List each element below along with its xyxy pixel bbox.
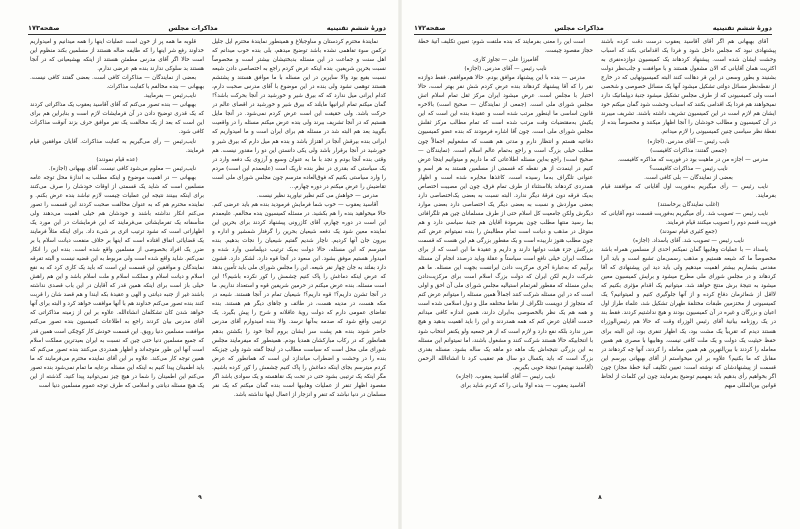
paragraph: آقاسید یعقوب — خوب شما فرمایش فرمودید بنده هم باید عرضی کنم. حالا میخواهید بنده را هم بکشید. در مسئله کمیسیون بنده مخالفم. علیعمدم این است در دوره چهارم، آقای کازرونی پیشنهاد کردند برای بحرین این نماینده معین شود یک دفعه شیعیان بحرین را گرفتار شمشیر و اداره و بیرون جان آنها کردیم. ناچار شدیم گفتیم شیعیان را نجات بدهیم. بنده میترسم که این مسئله، حالا دولت به‌یک ترتیب دیپلماسی وارد شده و امیدوار هستیم موفق بشود. ابن سعود در آنجا قوه دارد. لشکر دارد. قشون دارد بفلتد به جان چهار نفر شیعه. این را مجلس شورای ملی باید تأمین بدهد که عرض اینکه دماغش را پاک کنیم چشمش را کور نکرده باشیم؟! این است مسئله. بنده عرض میکنم در حرمین شریفین قوه و استعداد نداریم. ما در آنجا تشرن داریم؟! قوه داریم؟! شیعیان تمام در آنجا هستند. شیعه در مکه هست، در مدینه هست، در طائف و جاهای دیگر هم هستند. بنده تقاضای عمومی دارم که دولت رویهٔ عاقلانه و شرح را پیش بگیرد. یک ترتیبی واقع شود که صدمه به‌آنها نرسد. والا بنده امیدوارم آقای مدرس حاضر شوند بنده هم پشت سر ایشان بروم آنجا خود را بکشتن بدهم همانطور که در رکاب مبارکشان همدیا بودم. همینطور که میفرمایند مجلس شورای ملی محل است که سیاست مطالب در اینجا گفته شود ولی چیزیکه بنده را در وحشت و اضطراب میاندازد این است که همانطور که عرض کردم میترسم بجای اینکه دماغش را پاک کنیم چشمش را کور کرده باشیم. مگر اینکه یک ترتیبی بشود حتی در تحت یک نقاهسته و یک سوادی باشد اگر مقصود اظهار تنفر از عملیات وهابیها است بنده گمان میکنم که یک نفر مسلمان در دنیا نباشد که تنفر و انزجار از اعمال اینها نداشته باشد.	[212, 201, 386, 398]
centered-note: نایب رئیس — آقای مدرس. (اجازه)	[647, 138, 730, 145]
right-page-header	[414, 18, 772, 35]
paragraph: نایب‌رئیس — بفرمایید.	[143, 93, 196, 100]
paragraph: نمایندهٔ محترم کردستان و ساوجبلاغ و همینطور نمایندهٔ محترم ایل جلیل ترکمن سوء تفاهمی نشده باشد توضیح میدهم، بلی بنده خوب میدانم که اهل سنت و جماعت در این مسئله بدبختیشان بیشتر است و مخصوصاً نسبت بحرین شریفین. بنده اینکه عرض کردم راجع به اختصاصی دادن شیعه نسبت بقیع بود والا سایرین در این مسئله با ما موافق هستند و پشتشم هستند توهمی نشود ولی بنده در این موضوع با آقای مدرس صحبت دارم، کدام ایرانی میل ندارد که که بیرق شیر و خورشید در آنجا بحرکت باشد؟! گمان میکنم تمام ایرانیها مایلند که بیرق شیر و خورشید در اقصای عالم در حرکت باشد. ولی حقیقت این است عرض کردم نمی‌شود. در آنجا مایل هستیم که در آنجا تشریف ببرند ولی بنده عرض میکنم مسئله را در واقعیت بگویید بعد هم البته شد در مسئله هم برای ایران است و ما امیدواریم که ایرانی بنده بیرقش آنجا در اهتزاز باشد و بنده هم میل دارم که بیرق شیر و خورشید در آنجا برقرار باشد ولی یکی دانستن این دو را مقدور نیست. هم وقتی بنده آنجا بودم و نجد با ما به عنوان وسیع و آرزوی یک دفعه وارد در یک سیاستی که بقدری در نظر بنده تاریک است (علیعمدم این است) مردم را وارد سیاستی بکنیم که فوق‌العاده مترسم چون مجلس شورای ملی است تقاضیش را عرض میکنم در دوره چهارم...	[212, 39, 386, 190]
header-title: مذاکرات مجلس	[554, 24, 604, 32]
header-session: دورهٔ ششم تقنینیه	[712, 24, 772, 32]
paragraph: یاسداد — با عملیات وهابیها گمان نمیکنم احدی از مسلمین همراه باشد مخصوصاً ما که شیعه هستیم و مذهب رسمی‌مان تشیع است و باید آنرا مقدس بشماریم بیشتر اهمیت میدهیم ولی باید دید این پیشنهادی که آقا کردهاند و در مجلس شورای ملی مطرح میشود و برایش کمیسیون معین میشود به نتیجهٔ برش منتج خواهد شد. میتوانیم یک اقدام مؤثری بکنیم که لااقل از شعائرمان دفاع کرده و از آنها جلوگیری کنیم و لمیتوانیم؟ یک کمیسیونی از مختزمین طبقات مختلفهٔ طهران تشکیل شد، علماء طراز اول اعیان و بزرگان و غیره در آن کمیسیون بودند و هیچ نداشتیم کردند. فقط بند در یک روزنامه بیانیهٔ آقای رئیس الوزراء وقت که حالا هم رئیس‌الوزراء هستند دیدم که تقریباً یک مشت بود، یک اظهار تنفری بود، این البته برای حفظ حیثیت یک دولت و یک ملت کافی نیست. وهابیها با مصری هم همین معامله را کردند با بین‌النهرین هم همین معامله را کردند، آنها چه کردهاند در مقابل که ما بکنیم؟ علاوه بر این میخواستم از آقای بهبهانی بپرسم این قسمت از پیشنهادشان که نوشته است: تعیین تکلیف آتیهٔ خطهٔ مجاز) چون اگر بخواهیم رأی بدهیم باید بفهمیم توضیح بفرمایند چون این کلمات از لحاظ قوانین بین‌المللی مبهم	[601, 247, 776, 389]
paragraph: بهبهانی — در اهمیت موضوع و اینکه مطلب به اندازهٔ محل توجه عامه مسلمین است که شاید یک قسمتی از اوقات خودشان را صرف می‌کنند برای اینکه ببینند نتیجه این عملیات چیست لازم نباشد بنده عرض بکنم. و نماینده محترم هم که به عنوان مخالفت صحبت کردند این قسمت را تصور می‌کنم انکار نداشته باشند و خودشان هم خیلی اهمیت می‌دهند ولی متأسفانه یک تفرمایشاتی می‌فرمایند که این فرمایشات در این مورد یک اظهاراتی است که نشود ترتیب اثری بر شیء داد. برای اینکه مثلاً فرمایند یک قضایائی اتفاق افتاده است که اینها بر خلاف منفعت دیانت اسلام یا بر ضرر یک افراد بخصوصی از مسلمین واقع شده است. بنده این را انکار نمی‌کنم. شاید واقع شده است ولی مربوط به این قضیه نیست و البته تفرقه نمایندگان و موافقین این قسمت این است که باید یک کاری کرد که به نفع اسلام و دیانت اسلام و مملکت اسلام و ملت اسلام باشد و این هم راهش خیلی باز است برای اینکه همین قدر که آقایان در این باب قصدی نداشته باشند غیر از جنبه دیانتی و الهی و عقیدهٔ بکه ایندا و هم قصد شان را قربت کنند بنده تصور می‌کنم خداوند هم با آنها موافقت خواهد کرد و البته برای آنها خواهد شدن کان تشکلفان انشاء‌الله. علاوه بر این از زمینه مذاکراتی که آقای مدرس بیان کردند راجع به اطلاعات کمیسیون بنده تصور می‌کنم موافقت مسلمین دنیا رویق. این قسمت خودش کار کوچکی است همین قدر که جمیع مسلمین دنیا حتی چین که نسبت به ایران بعیدترین مملکت اسلام است آنها این طور متوجه‌اند و اظهار همدردی می‌کنند بنده تصور می‌کنم که همین توجه کار می‌کند. علاوه بر این آقای نماینده محترم می‌فرمایند که ما باید اطمینان پیدا کنیم به اینکه این مسئله برعایه ما تمام نمی‌شود بنده تصور می‌کنم این اطمینان را شما در هیچ چیز نمی‌توانید پیدا کنید. گذشته از این یک هیچ مسئله دیانتی و اسلامی که طرف توجه عموم مسلمین دنیا است	[30, 174, 204, 389]
left-page-column-right	[212, 38, 386, 471]
centered-note: (اغلب نمایندگان برخاستند)	[657, 201, 720, 208]
paragraph: نایب رئیس — تصویب شد. رأی میگیریم به‌فوریت قسمت دوم آقایانی که فوریت قسم دوم را تصویب میکنند قیام فرمایند.	[601, 210, 776, 226]
header-page-label: صفحه‌۱۷۳	[28, 24, 60, 32]
paragraph: بهبهانی — بنده تصور می‌کنم که آقای آقاسید یعقوب یک مذاکراتی کردند که یک قدری توضیح دادن در آن فرمایشات لازم است و بنابراین هم برای این است که بعد از یک مخالفت یک نفر موافق حرف بزند آنوقت مذاکرات کافی شود.	[30, 102, 204, 136]
paragraph: آقاسید یعقوب — بنده اولا بیانی را که کردم شاید برای	[460, 382, 585, 389]
paragraph: قلوبه ما همه پر از خون است عملیات اینها را همه میدانیم و امیدواریم خداوند رفع شر اینها را که طایفه ضاله هستند از مسلمین بکند منظوم این است حالا اگر آقای مدرس مطمئن هستند از اینکه بهشیعیانی که در آنجا هستند بد سلوکی ندارند بنده هم عرضی ندارم.	[30, 39, 204, 73]
paragraph: آقای بهبهانی هم اگر آقای آقاسید یعقوب درست دقت کرده باشند پیشنهادی نبود که مجلس داخل شود و فردا یک اقداماتی بکند که اسباب وحشت ایشان شده است. پیشنهاد کردهاند یک کمیسیون دوازده‌نفری به اکثریت همان آقایانی که الان مشغول هستند و با موافقت و جلب‌نظر دولت بشنیند و بطور وسعی در این قر دهالت کنند البته کمیسیونهایی که در خارج از نقطه‌نظر مسائل دولتی تشکیل میشود آنها یک مسائل خصوصی و شخصی است ولی کمیسیونی که از طرف مجلس تشکیل میشود جنبهٔ دیپلماتیک دارد نمیخواهند هم فردا یک اقدامی بکنند که اسباب وحشت شود گمان میکنم خود ایشان هم لازم است در این کمیسیون تشریف داشته باشند. تشریف میبرند در آن کمیسیون و مطالب خودشان را آنجا اظهار میکنند و مخصوصاً بنده از نقطهٔ نظر سیاسی چنین کمیسیونی را لازم میدانم.	[601, 39, 776, 136]
paragraph: نایب رئیس — رأی میگیریم به‌فوریت اول آقایانی که موافقند قیام بفرمایند.	[601, 183, 776, 199]
left-page-columns	[30, 38, 386, 471]
left-page-header	[28, 18, 386, 35]
centered-note: (جمعی گفتند: مذاکرات کافیست)	[650, 147, 727, 154]
right-page-columns	[418, 38, 776, 471]
left-page-number: ۹	[198, 494, 202, 501]
right-page-column-right	[601, 38, 776, 471]
centered-note: نایب رئیس — آقای آقاسید یعقوب. (اجازه)	[456, 373, 555, 380]
paragraph: مدرس — بنده با این پیشنهاد موافق بودم. حالا هم‌موافقم. فقط دوازده نفر را که آقا پیشنهاد کردهاند بنده عرض کردم شش نفر بهتر است، حالا اختیار با مجلس است. عرض میشود ایران مرکز ثقل تمام اسلام اتش مجلس شورای ملی است. (جمعی از نمایندگان — صحیح است) بالاخره قانون اساسی ما اینطور مرتب شده است و عقیدهٔ بنده این است که این یکیش به‌مقتضیات وقت مرتب شده است که تمام مطالب مرکز ثقلش مجلس شورای ملی است. چون آقا اشاره فرمودند که بنده عضو کمیسیون دفاعیه هستم و انتظار دارم و مدتی هم هست که مشغولیم اجمالاً چون مطلب خیلی بزرگ است و راجع به‌تمام عالم اسلام است. (نمایندگان — صحیح است) راجع به‌این مسئله اطلاعاتی که ما داریم و میتوانیم اینجا عرض کنیم در اینمدت از هر نقطه که قسمتی از مسلمین هستند به هر اسم و عنوانی تلگراف به‌ما رسیده است، کاغذها مخابره شده است و اظهار همدردی کردهاند بلااستثناء از طرف تمام فرق، چون این مصیبت اختصاص به‌یک فرقه دون فرقهٔ دیگر ندارد. البته نسبت به بعضی یک‌اختصاصی دارد بعضی مواردش و نسبت به بعضی دیگر یک اختصاصی دارد بعضی موارد دیگرش ولکن جامعیت کل اسلام حتی از طرف مسلمانان چین هم تلگرافاتی بما رسید منتها مطلب چون بفرمودهٔ آقایان هم جنبهٔ سیاسی دارد و هم متوغل در مذهب و دیانت است تمام مطالبش را بنده نمیتوانم عرض کنم چون مطلب هنوز ناربیده است و یک مقطور بزرگی هم این هست که قسمت بزرگتش جزء هیئت دولتها دارند و داریم و عقیدهٔ ما این است که از برای مملکت ایران خیلی نافع است سیاستاً و عقلهٔ وباید درصدد انجام آن مسئله برآییم که به‌عبارهٔ آخری مرکزیت دادن ایرانست بجهت این مسئله. ما هم شرکت داریم لکن ایران که دولت بزرگ اسلام است برای مرکزیت‌دادن به‌این مسئله که مقطور لفرتمام استیالیه مجلس شورای ملی آن احق و اولی است که در این مسئله شرکت کنند اجمالاً همین مسئله را میتوانم عرض کنم که متجاوز از دویست تلگراف از نقاط مختلفه ملل و دول اسلامی شده است و همه هم یک نظر بالخصوصی به‌ایران دارند، همین اندازه کافی میدانم خدمت آقایان عرض کنم که همه همدردند و این را باید اهمیت بدهید و هیچ ضرر ندارد بلکه نفع دارد و لازم است که از هر جمعیه ولو یکنفر انتخاب شود با انتخابیکه حالا هستند شرکت کنند و مشغول باشند، اما نمیتوانم این مسئله به این بزرگی نتیجه‌اش یک ماهه دو ماهه یک ساله بشود. مسئله بقدری بزرگ است که باید یکسال دو سال هم تعقیب کرد تا انشاءالله الرحمن (آقاسید نهیتیم) نتیجهٔ خوبی بگیریم.	[418, 75, 593, 371]
header-session: دورهٔ ششم تقنینیه	[326, 24, 386, 32]
centered-note: آقامیرزا علی — تجاوز کاری.	[472, 57, 539, 64]
paragraph: مدرس — خواهش می کنم نظیر نیاورید نظیر نیست.	[256, 192, 378, 199]
right-page-column-left	[418, 38, 593, 471]
centered-note: نایب رئیس — مذاکرات کافیست؟	[649, 165, 728, 172]
paragraph: است این را معنی بفرمایند که بنده ملتفت شوم: تعیین تکلیف آتیهٔ خطهٔ حجاز مقصود چیست.	[418, 39, 593, 55]
header-title: مذاکرات مجلس	[168, 24, 218, 32]
centered-note: (عده قیام نمودند)	[96, 156, 138, 163]
centered-note: نایب رئیس — تصویب شد. آقای یاسداد. (اجازه)	[633, 238, 744, 245]
centered-note: نایب رئیس — آقای مدرس. (اجازه)	[464, 66, 547, 73]
centered-note: (جمع کثیری قیام نمودند)	[659, 228, 718, 235]
paragraph: مدرس — اجازه من در ماهیت بود در فوریت که مذاکره کافیست.	[617, 156, 768, 163]
left-page-column-left	[30, 38, 204, 471]
paragraph: نایب‌رئیس — معلوم می‌شود کافی نیست. آقای بهبهانی (اجازه).	[48, 165, 196, 172]
paragraph: نایب‌رئیس — رأی می‌گیریم به کفایت مذاکرات. آقایان موافقین قیام فرمایند.	[30, 138, 204, 154]
centered-note: بعضی از نمایندگان — بلی کافی است.	[644, 174, 733, 181]
right-page	[400, 0, 800, 529]
paragraph: بعضی از نمایندگان — مذاکرات کافی است. بعضی گفتند کافی نیست. بهبهانی — بنده مخالفم با کفایت مذاکرات.	[30, 75, 204, 91]
right-page-number: ۸	[598, 494, 602, 501]
header-page-label: صفحه‌۱۷۲	[414, 24, 446, 32]
